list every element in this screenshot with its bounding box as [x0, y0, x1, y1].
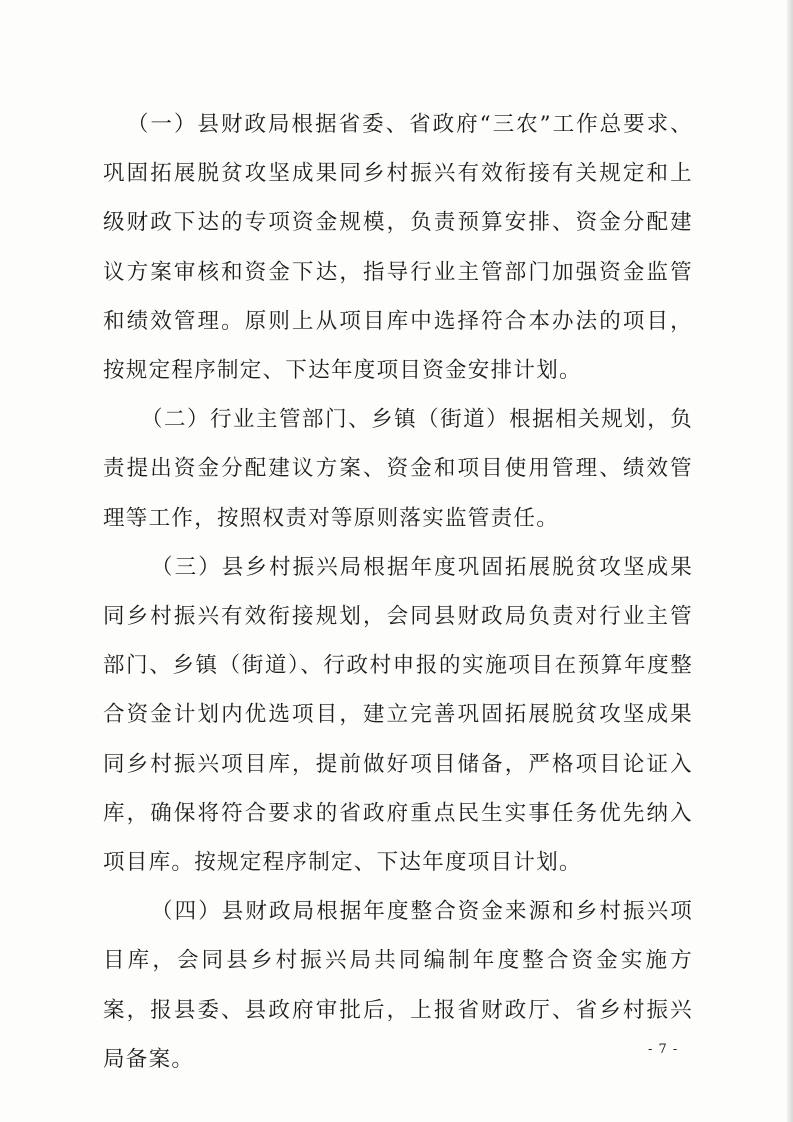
scan-edge: [787, 0, 793, 1122]
page-number: - 7 -: [648, 1042, 679, 1057]
document-body: [103, 100, 693, 1084]
paragraph-4: （四）县财政局根据年度整合资金来源和乡村振兴项目库，会同县乡村振兴局共同编制年度整合资金实施方案，报县委、县政府审批后，上报省财政厅、省乡村振兴局备案。: [103, 899, 693, 1072]
paragraph-1: （一）县财政局根据省委、省政府“三农”工作总要求、巩固拓展脱贫攻坚成果同乡村振兴有效衔接有关规定和上级财政下达的专项资金规模，负责预算安排、资金分配建议方案审核和资金下达，指导行业主管部门加强资金监管和绩效管理。原则上从项目库中选择符合本办法的项目，按规定程序制定、下达年度项目资金安排计划。: [103, 112, 693, 384]
paragraph-2: （二）行业主管部门、乡镇（街道）根据相关规划，负责提出资金分配建议方案、资金和项目使用管理、绩效管理等工作，按照权责对等原则落实监管责任。: [103, 407, 693, 531]
paragraph-3: （三）县乡村振兴局根据年度巩固拓展脱贫攻坚成果同乡村振兴有效衔接规划，会同县财政局负责对行业主管部门、乡镇（街道）、行政村申报的实施项目在预算年度整合资金计划内优选项目，建立完善巩固拓展脱贫攻坚成果同乡村振兴项目库，提前做好项目储备，严格项目论证入库，确保将符合要求的省政府重点民生实事任务优先纳入项目库。按规定程序制定、下达年度项目计划。: [103, 554, 693, 876]
